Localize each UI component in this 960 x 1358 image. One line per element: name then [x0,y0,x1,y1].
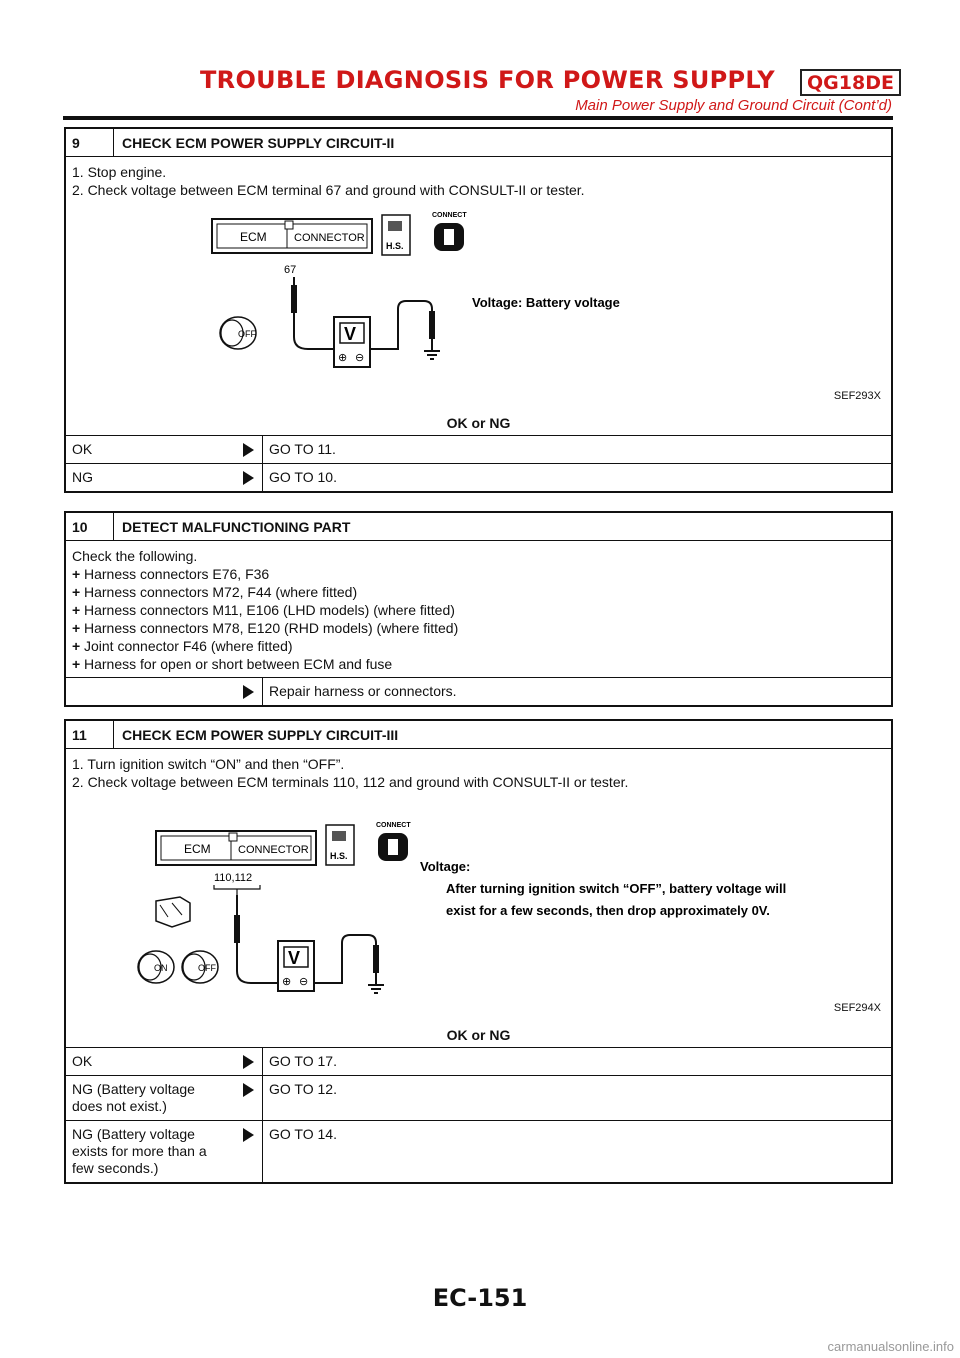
terminal-label: 110,112 [214,872,253,884]
result-action: GO TO 17. [262,1048,891,1075]
section-10 [64,511,893,707]
section-number: 10 [66,513,114,540]
result-row [66,1120,891,1182]
result-row [66,463,891,491]
result-row [66,435,891,463]
circuit-diagram [72,199,883,409]
ground-wire [370,301,440,359]
arrow-right-icon [243,1128,254,1142]
voltmeter-icon [278,941,314,991]
svg-text:⊕: ⊕ [282,976,292,988]
plus-bullet-icon: + [72,656,81,672]
ecm-label: ECM [184,842,211,856]
ok-or-ng-label: OK or NG [446,415,511,431]
engine-badge: QG18DE [800,69,901,96]
connector-label: CONNECTOR [238,844,309,856]
circuit-diagram [72,791,883,1021]
page-subtitle: Main Power Supply and Ground Circuit (Cont’d) [575,97,892,114]
section-9 [64,127,893,493]
section-title: DETECT MALFUNCTIONING PART [122,518,351,535]
voltage-spec-label: Voltage: [420,859,471,874]
connect-label: CONNECT [376,822,411,829]
svg-text:⊕: ⊕ [338,352,348,364]
probe-wire [291,277,334,349]
result-condition: OK [72,441,93,457]
plus-bullet-icon: + [72,602,81,618]
section-header [66,513,891,541]
plus-bullet-icon: + [72,638,81,654]
result-action: GO TO 12. [262,1076,891,1120]
section-title: CHECK ECM POWER SUPPLY CIRCUIT-II [122,134,395,151]
arrow-right-icon [243,471,254,485]
result-row [66,677,891,705]
svg-text:⊖: ⊖ [355,352,365,364]
list-item: + Harness connectors E76, F36 [72,566,270,582]
ok-or-ng-label: OK or NG [446,1027,511,1043]
ground-wire [314,935,384,993]
arrow-right-icon [243,685,254,699]
diagram-sef294x [72,791,885,1021]
result-row [66,1047,891,1075]
result-action: GO TO 10. [262,464,891,491]
step-line: 1. Stop engine. [72,164,167,180]
terminal-bracket [214,885,260,895]
watermark: carmanualsonline.info [827,1339,954,1354]
key-off-label: OFF [198,963,216,973]
section-header [66,129,891,157]
page-number: EC-151 [432,1284,528,1312]
connector-label: CONNECTOR [294,232,365,244]
probe-wire [234,895,278,983]
result-action: GO TO 14. [262,1121,891,1182]
figure-code: SEF294X [833,1002,881,1014]
arrow-right-icon [243,443,254,457]
result-action: GO TO 11. [262,436,891,463]
ignition-key-off-icon [182,951,218,983]
header-rule [63,116,893,120]
voltmeter-icon [334,317,370,367]
diagram-sef293x [72,199,885,409]
section-title: CHECK ECM POWER SUPPLY CIRCUIT-III [122,726,399,743]
figure-code: SEF293X [833,390,881,402]
step-line: 2. Check voltage between ECM terminals 110, 112 and ground with CONSULT-II or tester. [72,774,629,790]
voltage-spec-line: After turning ignition switch “OFF”, battery voltage will [446,881,787,896]
voltage-spec: Voltage: Battery voltage [472,295,620,310]
ecm-connector-icon [156,831,316,865]
result-action: Repair harness or connectors. [262,678,891,705]
list-item: + Harness for open or short between ECM and fuse [72,656,393,672]
terminal-label: 67 [284,264,297,276]
engine-icon [156,897,190,927]
step-line: 1. Turn ignition switch “ON” and then “OFF”. [72,756,345,772]
section-11 [64,719,893,1184]
connect-label: CONNECT [432,212,467,219]
ignition-key-on-icon [138,951,174,983]
arrow-right-icon [243,1083,254,1097]
page-title: TROUBLE DIAGNOSIS FOR POWER SUPPLY [200,66,775,94]
section-body [66,749,891,1025]
section-body [66,157,891,413]
ecm-connector-icon [212,219,372,253]
hs-label: H.S. [386,241,404,251]
result-condition: OK [72,1053,93,1069]
hs-label: H.S. [330,851,348,861]
voltage-spec-line: exist for a few seconds, then drop approximately 0V. [446,903,770,918]
result-condition: NG (Battery voltage exists for more than a few seconds.) [72,1126,207,1176]
list-item: + Harness connectors M72, F44 (where fitted) [72,584,358,600]
svg-text:⊖: ⊖ [299,976,309,988]
plus-bullet-icon: + [72,584,81,600]
key-off-label: OFF [238,329,256,339]
section-number: 9 [66,129,114,156]
list-item: + Joint connector F46 (where fitted) [72,638,293,654]
consult-connect-icon [432,212,467,251]
consult-connect-icon [376,822,411,861]
meter-label: V [344,324,357,344]
section-body [66,541,891,677]
key-on-label: ON [154,963,168,973]
hs-tool-icon [326,825,354,865]
step-line: 2. Check voltage between ECM terminal 67 and ground with CONSULT-II or tester. [72,182,585,198]
plus-bullet-icon: + [72,620,81,636]
section-header [66,721,891,749]
list-item: + Harness connectors M78, E120 (RHD models) (where fitted) [72,620,459,636]
ignition-key-off-icon [220,317,256,349]
plus-bullet-icon: + [72,566,81,582]
section-number: 11 [66,721,114,748]
list-item: + Harness connectors M11, E106 (LHD models) (where fitted) [72,602,455,618]
result-condition: NG [72,469,93,485]
result-condition: NG (Battery voltage does not exist.) [72,1081,195,1114]
ecm-label: ECM [240,230,267,244]
meter-label: V [288,948,301,968]
hs-tool-icon [382,215,410,255]
result-row [66,1075,891,1120]
arrow-right-icon [243,1055,254,1069]
intro-line: Check the following. [72,548,198,564]
